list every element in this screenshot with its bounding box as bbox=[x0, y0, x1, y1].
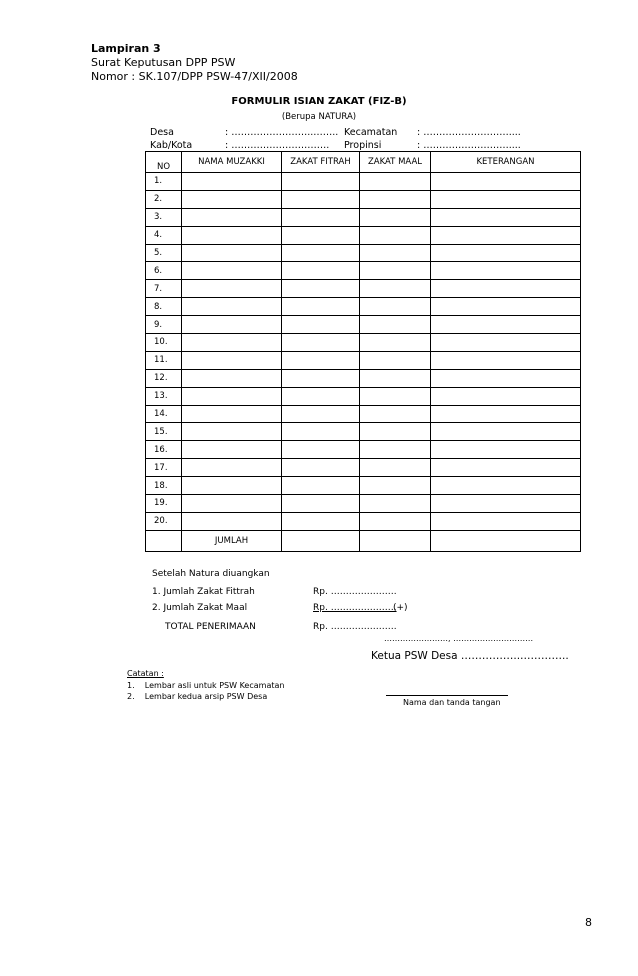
row-number: 18. bbox=[146, 477, 182, 495]
keterangan-cell[interactable] bbox=[431, 512, 581, 530]
kabkota-value: : …………………………. bbox=[225, 140, 330, 151]
row-number: 3. bbox=[146, 208, 182, 226]
nama-muzakki-cell[interactable] bbox=[182, 173, 282, 191]
keterangan-cell[interactable] bbox=[431, 280, 581, 298]
keterangan-cell[interactable] bbox=[431, 495, 581, 513]
maal-total-label: 2. Jumlah Zakat Maal bbox=[152, 603, 248, 613]
zakat-fitrah-cell[interactable] bbox=[282, 459, 360, 477]
row-number: 13. bbox=[146, 387, 182, 405]
nama-muzakki-cell[interactable] bbox=[182, 244, 282, 262]
zakat-maal-cell[interactable] bbox=[360, 316, 431, 334]
zakat-fitrah-cell[interactable] bbox=[282, 495, 360, 513]
zakat-maal-cell[interactable] bbox=[360, 441, 431, 459]
keterangan-cell[interactable] bbox=[431, 226, 581, 244]
row-number: 12. bbox=[146, 369, 182, 387]
keterangan-cell[interactable] bbox=[431, 334, 581, 352]
nama-muzakki-cell[interactable] bbox=[182, 351, 282, 369]
propinsi-value: : ……………………….... bbox=[417, 140, 521, 151]
zakat-maal-cell[interactable] bbox=[360, 459, 431, 477]
total-penerimaan-label: TOTAL PENERIMAAN bbox=[165, 622, 256, 632]
table-row bbox=[146, 190, 581, 208]
keterangan-cell[interactable] bbox=[431, 423, 581, 441]
row-number: 14. bbox=[146, 405, 182, 423]
row-number: 19. bbox=[146, 495, 182, 513]
nama-muzakki-cell[interactable] bbox=[182, 459, 282, 477]
nama-muzakki-cell[interactable] bbox=[182, 226, 282, 244]
notes-item-1: 1. Lembar asli untuk PSW Kecamatan bbox=[127, 681, 285, 690]
maal-total-value: Rp. …………………. bbox=[313, 603, 397, 613]
zakat-fitrah-cell[interactable] bbox=[282, 334, 360, 352]
zakat-maal-cell[interactable] bbox=[360, 369, 431, 387]
zakat-fitrah-cell[interactable] bbox=[282, 441, 360, 459]
notes-item-2: 2. Lembar kedua arsip PSW Desa bbox=[127, 692, 268, 701]
table-row bbox=[146, 280, 581, 298]
zakat-maal-cell[interactable] bbox=[360, 423, 431, 441]
page-number: 8 bbox=[585, 916, 592, 929]
desa-value: : ……………………..…….. bbox=[225, 127, 339, 138]
zakat-fitrah-cell[interactable] bbox=[282, 369, 360, 387]
zakat-fitrah-cell[interactable] bbox=[282, 244, 360, 262]
row-number: 7. bbox=[146, 280, 182, 298]
keterangan-cell[interactable] bbox=[431, 208, 581, 226]
zakat-maal-cell[interactable] bbox=[360, 387, 431, 405]
zakat-fitrah-cell[interactable] bbox=[282, 512, 360, 530]
ketua-psw-desa: Ketua PSW Desa ……………..………….. bbox=[371, 650, 569, 662]
total-maal-cell[interactable] bbox=[360, 530, 431, 551]
total-penerimaan-value: Rp. …………………. bbox=[313, 622, 397, 632]
kecamatan-value: : ……………………….... bbox=[417, 127, 521, 138]
table-row bbox=[146, 298, 581, 316]
signature-caption: Nama dan tanda tangan bbox=[403, 698, 501, 707]
table-row bbox=[146, 316, 581, 334]
propinsi-label: Propinsi bbox=[344, 140, 382, 151]
nama-muzakki-cell[interactable] bbox=[182, 405, 282, 423]
row-number: 10. bbox=[146, 334, 182, 352]
keterangan-cell[interactable] bbox=[431, 173, 581, 191]
row-number: 16. bbox=[146, 441, 182, 459]
table-row bbox=[146, 244, 581, 262]
zakat-maal-cell[interactable] bbox=[360, 405, 431, 423]
nama-muzakki-cell[interactable] bbox=[182, 208, 282, 226]
place-date: ……………………, ………………………… bbox=[384, 634, 534, 643]
zakat-fitrah-cell[interactable] bbox=[282, 351, 360, 369]
keterangan-cell[interactable] bbox=[431, 477, 581, 495]
zakat-fitrah-cell[interactable] bbox=[282, 190, 360, 208]
row-number: 11. bbox=[146, 351, 182, 369]
zakat-fitrah-cell[interactable] bbox=[282, 405, 360, 423]
total-label: JUMLAH bbox=[182, 530, 282, 551]
table-row bbox=[146, 173, 581, 191]
desa-label: Desa bbox=[150, 127, 174, 138]
table-row bbox=[146, 387, 581, 405]
decree-number: Nomor : SK.107/DPP PSW-47/XII/2008 bbox=[91, 70, 298, 83]
row-number: 8. bbox=[146, 298, 182, 316]
total-keterangan-cell[interactable] bbox=[431, 530, 581, 551]
zakat-maal-cell[interactable] bbox=[360, 351, 431, 369]
zakat-fitrah-cell[interactable] bbox=[282, 226, 360, 244]
zakat-fitrah-cell[interactable] bbox=[282, 387, 360, 405]
zakat-fitrah-cell[interactable] bbox=[282, 298, 360, 316]
table-row bbox=[146, 226, 581, 244]
table-row bbox=[146, 334, 581, 352]
total-no-cell bbox=[146, 530, 182, 551]
table-row bbox=[146, 495, 581, 513]
table-row bbox=[146, 369, 581, 387]
total-row bbox=[146, 530, 581, 551]
row-number: 9. bbox=[146, 316, 182, 334]
zakat-maal-cell[interactable] bbox=[360, 477, 431, 495]
attachment-label: Lampiran 3 bbox=[91, 42, 161, 55]
nama-muzakki-cell[interactable] bbox=[182, 387, 282, 405]
nama-muzakki-cell[interactable] bbox=[182, 423, 282, 441]
nama-muzakki-cell[interactable] bbox=[182, 512, 282, 530]
keterangan-cell[interactable] bbox=[431, 244, 581, 262]
form-title: FORMULIR ISIAN ZAKAT (FIZ-B) bbox=[231, 96, 407, 107]
kecamatan-label: Kecamatan bbox=[344, 127, 398, 138]
fitrah-total-label: 1. Jumlah Zakat Fittrah bbox=[152, 587, 255, 597]
zakat-maal-cell[interactable] bbox=[360, 495, 431, 513]
nama-muzakki-cell[interactable] bbox=[182, 316, 282, 334]
table-row bbox=[146, 512, 581, 530]
zakat-fitrah-cell[interactable] bbox=[282, 208, 360, 226]
keterangan-cell[interactable] bbox=[431, 262, 581, 280]
nama-muzakki-cell[interactable] bbox=[182, 334, 282, 352]
zakat-fitrah-cell[interactable] bbox=[282, 423, 360, 441]
table-row bbox=[146, 351, 581, 369]
form-subtitle: (Berupa NATURA) bbox=[281, 112, 357, 122]
zakat-maal-cell[interactable] bbox=[360, 262, 431, 280]
nama-muzakki-cell[interactable] bbox=[182, 298, 282, 316]
zakat-maal-cell[interactable] bbox=[360, 298, 431, 316]
keterangan-cell[interactable] bbox=[431, 369, 581, 387]
fitrah-total-value: Rp. …………………. bbox=[313, 587, 397, 597]
decree-title: Surat Keputusan DPP PSW bbox=[91, 56, 236, 69]
zakat-table bbox=[145, 151, 581, 552]
row-number: 1. bbox=[146, 173, 182, 191]
nama-muzakki-cell[interactable] bbox=[182, 441, 282, 459]
zakat-maal-cell[interactable] bbox=[360, 190, 431, 208]
keterangan-cell[interactable] bbox=[431, 298, 581, 316]
row-number: 2. bbox=[146, 190, 182, 208]
nama-muzakki-cell[interactable] bbox=[182, 369, 282, 387]
row-number: 15. bbox=[146, 423, 182, 441]
sum-indicator: (+) bbox=[393, 603, 408, 613]
table-row bbox=[146, 477, 581, 495]
header-zakat-maal: ZAKAT MAAL bbox=[360, 152, 431, 173]
header-keterangan: KETERANGAN bbox=[431, 152, 581, 173]
nama-muzakki-cell[interactable] bbox=[182, 262, 282, 280]
zakat-maal-cell[interactable] bbox=[360, 512, 431, 530]
table-row bbox=[146, 441, 581, 459]
table-row bbox=[146, 423, 581, 441]
table-row bbox=[146, 262, 581, 280]
keterangan-cell[interactable] bbox=[431, 316, 581, 334]
zakat-maal-cell[interactable] bbox=[360, 226, 431, 244]
row-number: 17. bbox=[146, 459, 182, 477]
total-fitrah-cell[interactable] bbox=[282, 530, 360, 551]
zakat-maal-cell[interactable] bbox=[360, 208, 431, 226]
table-row bbox=[146, 208, 581, 226]
keterangan-cell[interactable] bbox=[431, 405, 581, 423]
zakat-maal-cell[interactable] bbox=[360, 173, 431, 191]
zakat-fitrah-cell[interactable] bbox=[282, 262, 360, 280]
conversion-intro: Setelah Natura diuangkan bbox=[152, 569, 270, 579]
nama-muzakki-cell[interactable] bbox=[182, 190, 282, 208]
table-header-row bbox=[146, 152, 581, 173]
zakat-fitrah-cell[interactable] bbox=[282, 477, 360, 495]
table-row bbox=[146, 459, 581, 477]
row-number: 20. bbox=[146, 512, 182, 530]
header-nama-muzakki: NAMA MUZAKKI bbox=[182, 152, 282, 173]
table-row bbox=[146, 405, 581, 423]
row-number: 4. bbox=[146, 226, 182, 244]
header-no: NO bbox=[146, 152, 182, 173]
nama-muzakki-cell[interactable] bbox=[182, 477, 282, 495]
keterangan-cell[interactable] bbox=[431, 387, 581, 405]
zakat-fitrah-cell[interactable] bbox=[282, 316, 360, 334]
nama-muzakki-cell[interactable] bbox=[182, 495, 282, 513]
zakat-maal-cell[interactable] bbox=[360, 244, 431, 262]
keterangan-cell[interactable] bbox=[431, 441, 581, 459]
notes-title: Catatan : bbox=[127, 669, 164, 678]
keterangan-cell[interactable] bbox=[431, 190, 581, 208]
kabkota-label: Kab/Kota bbox=[150, 140, 193, 151]
zakat-fitrah-cell[interactable] bbox=[282, 280, 360, 298]
nama-muzakki-cell[interactable] bbox=[182, 280, 282, 298]
row-number: 5. bbox=[146, 244, 182, 262]
keterangan-cell[interactable] bbox=[431, 459, 581, 477]
zakat-maal-cell[interactable] bbox=[360, 280, 431, 298]
keterangan-cell[interactable] bbox=[431, 351, 581, 369]
zakat-maal-cell[interactable] bbox=[360, 334, 431, 352]
header-zakat-fitrah: ZAKAT FITRAH bbox=[282, 152, 360, 173]
zakat-fitrah-cell[interactable] bbox=[282, 173, 360, 191]
row-number: 6. bbox=[146, 262, 182, 280]
signature-line bbox=[386, 695, 508, 696]
